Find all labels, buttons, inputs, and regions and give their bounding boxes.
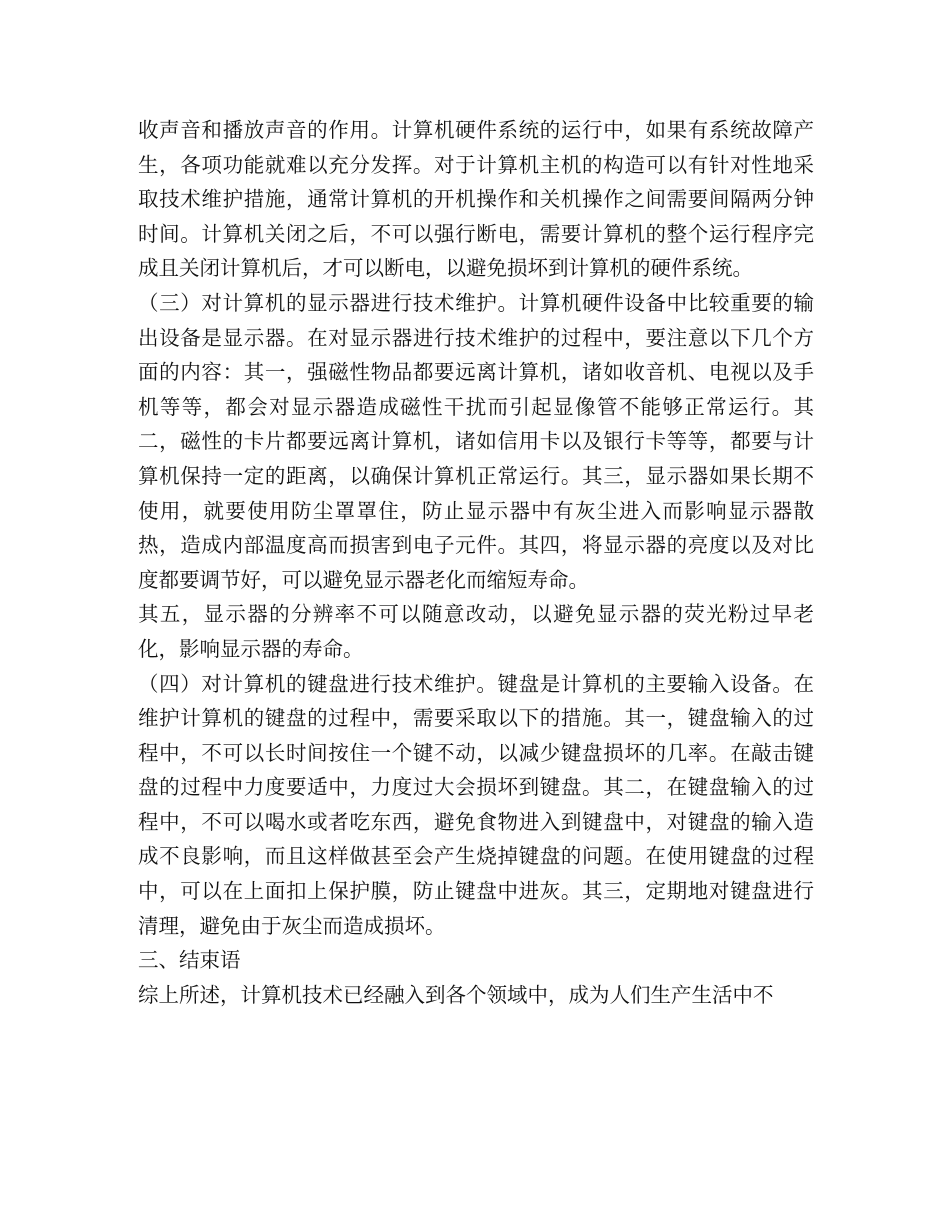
document-body: [138, 113, 814, 1012]
paragraph-monitor-resolution: 其五，显示器的分辨率不可以随意改动，以避免显示器的荧光粉过早老化，影响显示器的寿命。: [138, 602, 814, 661]
paragraph-keyboard-maintenance: （四）对计算机的键盘进行技术维护。键盘是计算机的主要输入设备。在维护计算机的键盘的过程中，需要采取以下的措施。其一，键盘输入的过程中，不可以长时间按住一个键不动，以减少键盘损坏的几率。在敲击键盘的过程中力度要适中，力度过大会损坏到键盘。其二，在键盘输入的过程中，不可以喝水或者吃东西，避免食物进入到键盘中，对键盘的输入造成不良影响，而且这样做甚至会产生烧掉键盘的问题。在使用键盘的过程中，可以在上面扣上保护膜，防止键盘中进灰。其三，定期地对键盘进行清理，避免由于灰尘而造成损坏。: [138, 671, 814, 938]
paragraph-conclusion: 综上所述，计算机技术已经融入到各个领域中，成为人们生产生活中不: [138, 982, 774, 1007]
paragraph-monitor-maintenance: （三）对计算机的显示器进行技术维护。计算机硬件设备中比较重要的输出设备是显示器。在对显示器进行技术维护的过程中，要注意以下几个方面的内容：其一，强磁性物品都要远离计算机，诸如收音机、电视以及手机等等，都会对显示器造成磁性干扰而引起显像管不能够正常运行。其二，磁性的卡片都要远离计算机，诸如信用卡以及银行卡等等，都要与计算机保持一定的距离，以确保计算机正常运行。其三，显示器如果长期不使用，就要使用防尘罩罩住，防止显示器中有灰尘进入而影响显示器散热，造成内部温度高而损害到电子元件。其四，将显示器的亮度以及对比度都要调节好，可以避免显示器老化而缩短寿命。: [138, 290, 814, 592]
paragraph-hardware-continued: 收声音和播放声音的作用。计算机硬件系统的运行中，如果有系统故障产生，各项功能就难以充分发挥。对于计算机主机的构造可以有针对性地采取技术维护措施，通常计算机的开机操作和关机操作之间需要间隔两分钟时间。计算机关闭之后，不可以强行断电，需要计算机的整个运行程序完成且关闭计算机后，才可以断电，以避免损坏到计算机的硬件系统。: [138, 118, 814, 281]
section-heading-conclusion: 三、结束语: [138, 948, 241, 973]
